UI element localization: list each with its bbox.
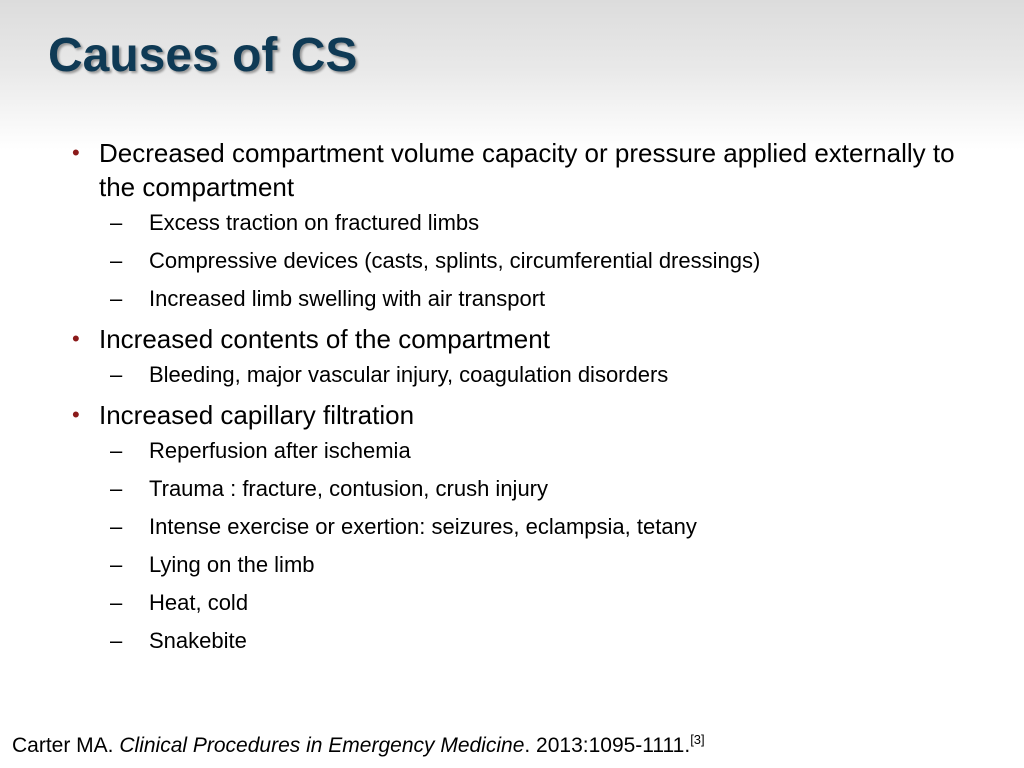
dash-icon: – bbox=[110, 248, 123, 273]
slide-title: Causes of CS bbox=[48, 29, 358, 82]
dash-icon: – bbox=[110, 286, 123, 311]
citation-detail: . 2013:1095-1111. bbox=[524, 734, 691, 757]
sub-bullet-item bbox=[72, 208, 972, 238]
dash-icon: – bbox=[110, 438, 123, 463]
sub-bullet-text: Compressive devices (casts, splints, circumferential dressings) bbox=[149, 248, 761, 273]
bullet-item bbox=[72, 136, 972, 204]
bullet-text: Decreased compartment volume capacity or pressure applied externally to the compartment bbox=[99, 138, 955, 202]
sub-bullet-item bbox=[72, 512, 972, 542]
sub-bullet-text: Snakebite bbox=[149, 628, 247, 653]
citation-source: Clinical Procedures in Emergency Medicine bbox=[119, 734, 525, 757]
sub-bullet-item bbox=[72, 550, 972, 580]
dash-icon: – bbox=[110, 590, 123, 615]
sub-bullet-item bbox=[72, 284, 972, 314]
dash-icon: – bbox=[110, 476, 123, 501]
bullet-list bbox=[72, 136, 972, 664]
bullet-icon: • bbox=[72, 402, 80, 427]
bullet-icon: • bbox=[72, 140, 80, 165]
sub-bullet-text: Excess traction on fractured limbs bbox=[149, 210, 480, 235]
dash-icon: – bbox=[110, 210, 123, 235]
bullet-text: Increased contents of the compartment bbox=[99, 324, 550, 354]
sub-bullet-item bbox=[72, 474, 972, 504]
dash-icon: – bbox=[110, 362, 123, 387]
sub-bullet-item bbox=[72, 246, 972, 276]
sub-bullet-text: Heat, cold bbox=[149, 590, 249, 615]
sub-bullet-text: Intense exercise or exertion: seizures, eclampsia, tetany bbox=[149, 514, 697, 539]
sub-bullet-text: Lying on the limb bbox=[149, 552, 315, 577]
bullet-item bbox=[72, 322, 972, 356]
citation-ref: [3] bbox=[690, 732, 705, 747]
citation-author: Carter MA. bbox=[12, 734, 120, 757]
bullet-icon: • bbox=[72, 326, 80, 351]
dash-icon: – bbox=[110, 514, 123, 539]
sub-bullet-item bbox=[72, 626, 972, 656]
sub-bullet-text: Bleeding, major vascular injury, coagulation disorders bbox=[149, 362, 669, 387]
sub-bullet-item bbox=[72, 360, 972, 390]
citation bbox=[12, 734, 705, 758]
dash-icon: – bbox=[110, 628, 123, 653]
sub-bullet-text: Increased limb swelling with air transport bbox=[149, 286, 546, 311]
dash-icon: – bbox=[110, 552, 123, 577]
bullet-item bbox=[72, 398, 972, 432]
sub-bullet-item bbox=[72, 588, 972, 618]
bullet-text: Increased capillary filtration bbox=[99, 400, 415, 430]
sub-bullet-item bbox=[72, 436, 972, 466]
sub-bullet-text: Trauma : fracture, contusion, crush injury bbox=[149, 476, 549, 501]
sub-bullet-text: Reperfusion after ischemia bbox=[149, 438, 411, 463]
